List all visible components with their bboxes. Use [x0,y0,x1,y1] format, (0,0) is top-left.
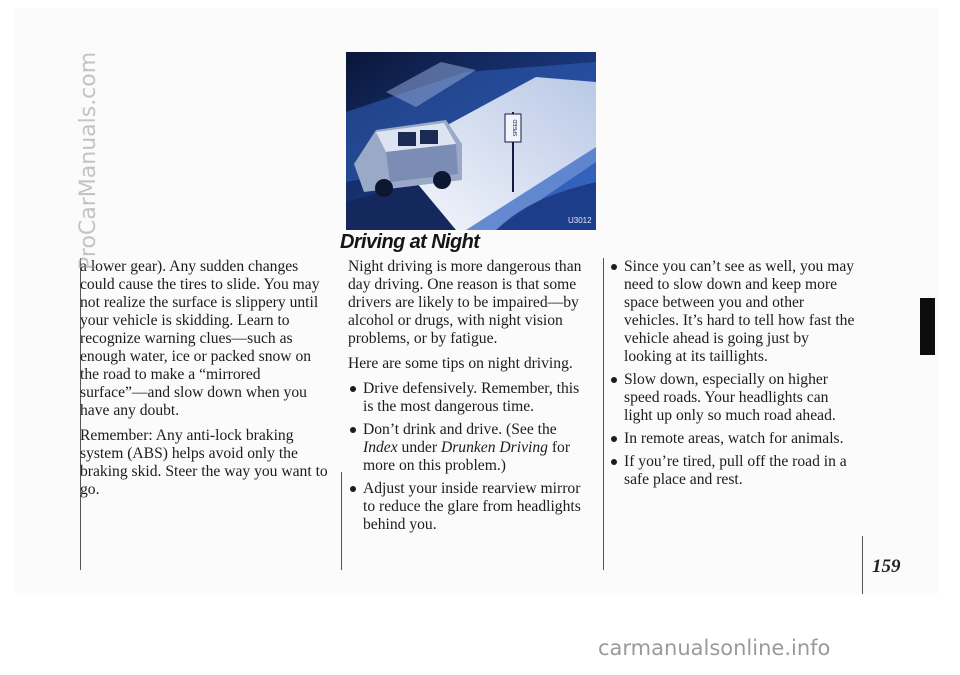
night-tips-list-continued [609,258,859,489]
list-item: Drive defensively. Remember, this is the most dangerous time. [348,380,593,416]
page-number-rule [862,536,863,594]
page-number: 159 [872,556,901,577]
section-edge-tab [920,298,935,355]
figure-code: U3012 [568,216,592,225]
column-rule-right [603,258,604,570]
skid-paragraph: a lower gear). Any sudden changes could cause the tires to slide. You may not realize the surface is slippery until your vehicle is skidding. Learn to recognize warning clues—such as enough water, ice or packed snow on the road to make a “mirrored surface”—and slow down when you have any doubt. [80,258,320,419]
left-column [80,258,330,506]
section-heading: Driving at Night [340,231,480,253]
list-item: Adjust your inside rearview mirror to reduce the glare from headlights behind you. [348,480,593,534]
index-reference: Index [363,439,398,456]
list-item: In remote areas, watch for animals. [609,430,859,448]
tips-intro: Here are some tips on night driving. [348,355,573,372]
side-watermark: ProCarManuals.com [76,51,101,270]
list-item: Slow down, especially on higher speed roads. Your headlights can light up only so much road ahead. [609,371,859,425]
abs-paragraph: Remember: Any anti-lock braking system (ABS) helps avoid only the braking skid. Steer the way you want to go. [80,427,328,498]
right-column [609,258,859,494]
night-tips-list [348,380,593,534]
list-item: If you’re tired, pull off the road in a safe place and rest. [609,453,859,489]
middle-column [348,258,593,539]
night-driving-illustration [346,52,596,230]
speed-sign-text: SPEED [513,119,519,137]
bottom-watermark: carmanualsonline.info [598,636,831,660]
list-item: Since you can’t see as well, you may need to slow down and keep more space between you and other vehicles. It’s hard to tell how fast the vehicle ahead is going just by looking at its taillights. [609,258,859,366]
list-item: Don’t drink and drive. (See the Index under Drunken Driving for more on this problem.) [348,421,593,475]
column-rule-middle [341,472,342,570]
drunken-driving-reference: Drunken Driving [440,439,548,456]
night-intro-paragraph: Night driving is more dangerous than day driving. One reason is that some drivers are likely to be impaired—by alcohol or drugs, with night vision problems, or by fatigue. [348,258,582,347]
